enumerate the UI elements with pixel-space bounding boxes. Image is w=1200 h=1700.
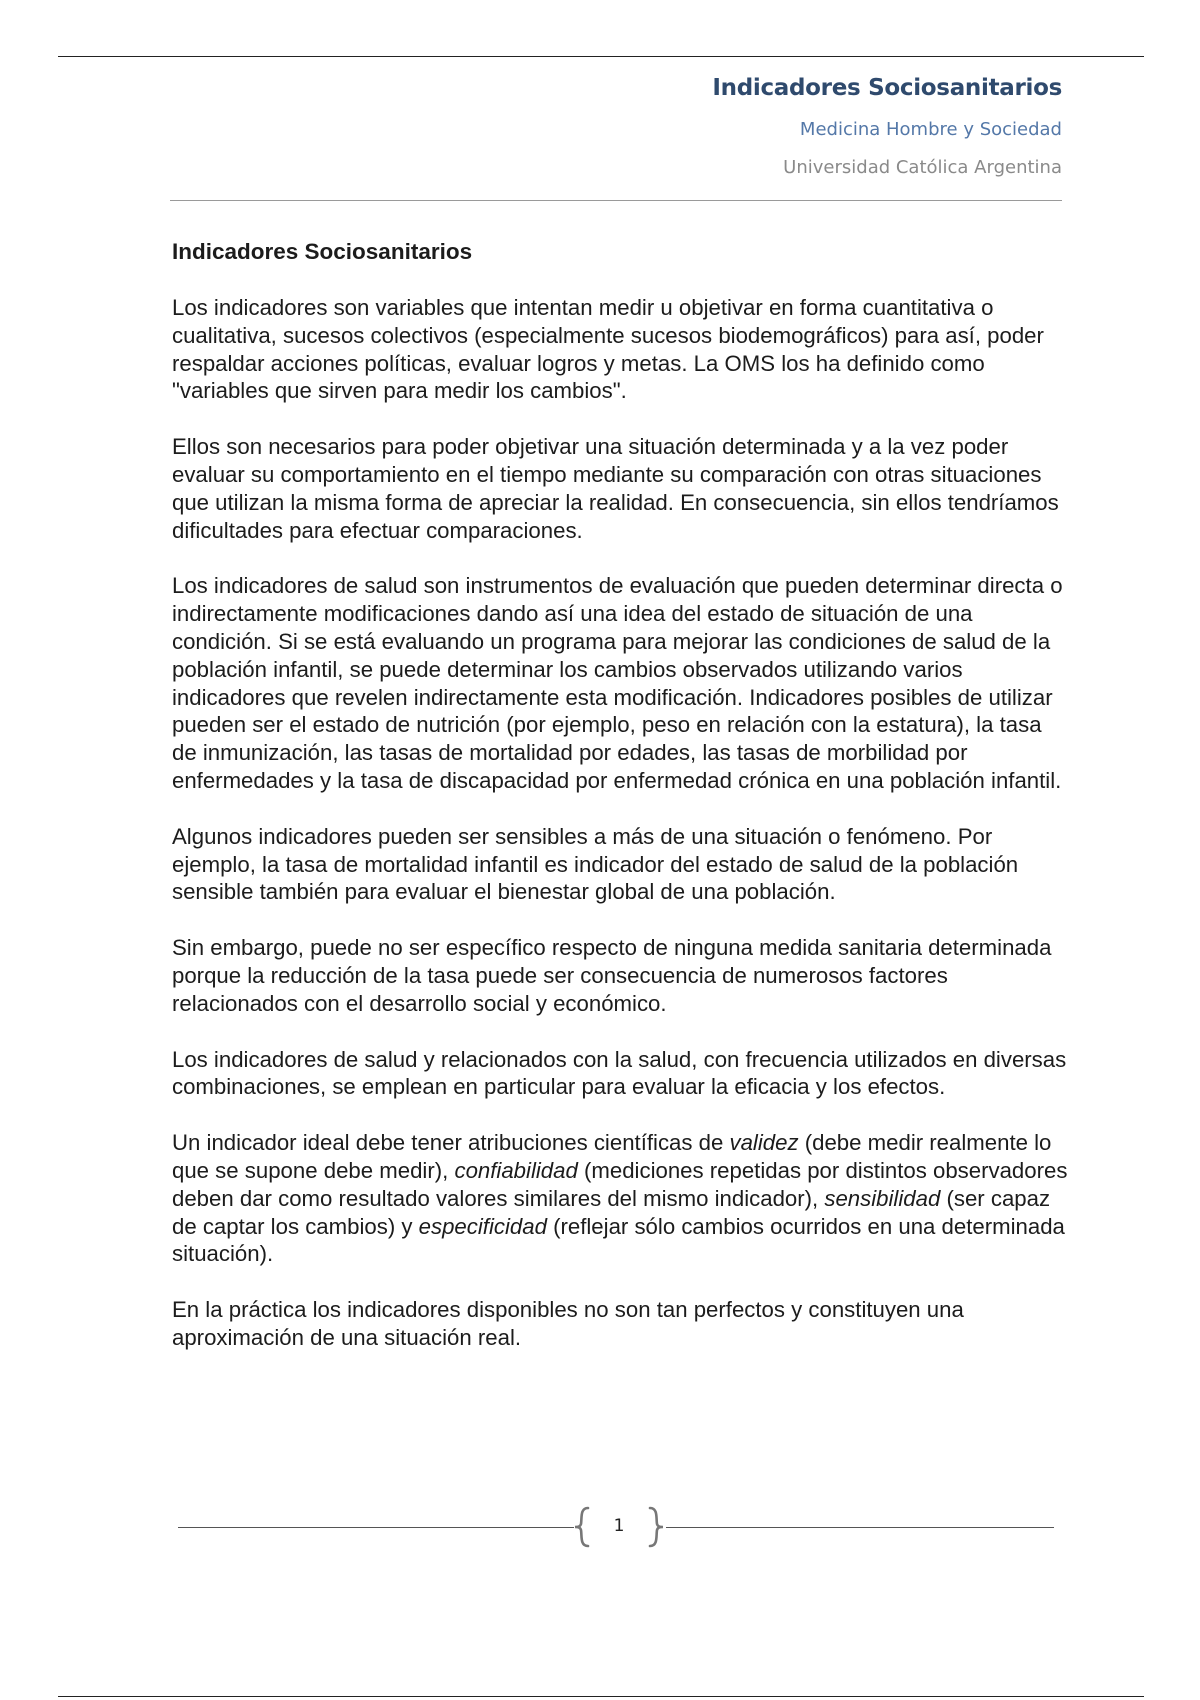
footer-rule-left	[178, 1527, 574, 1528]
header-university: Universidad Católica Argentina	[783, 157, 1062, 178]
paragraph-7-text: (mediciones repetidas por distintos observadores deben dar como resultado valores similares del mismo indicador),	[172, 1157, 1068, 1211]
paragraph-7	[172, 1129, 1072, 1268]
paragraph-7-text: Un indicador ideal debe tener atribuciones científicas de	[172, 1130, 730, 1156]
right-brace-icon	[644, 1506, 668, 1548]
footer-rule-right	[666, 1527, 1054, 1528]
term-sensibilidad: sensibilidad	[824, 1185, 941, 1211]
left-brace-icon	[570, 1506, 594, 1548]
page-bottom-border	[58, 1696, 1144, 1697]
document-title: Indicadores Sociosanitarios	[172, 239, 473, 264]
header-title: Indicadores Sociosanitarios	[712, 75, 1062, 101]
header-subtitle: Medicina Hombre y Sociedad	[799, 119, 1062, 140]
page-number: 1	[613, 1516, 625, 1536]
document-body	[172, 236, 1072, 1380]
paragraph-4: Algunos indicadores pueden ser sensibles a más de una situación o fenómeno. Por ejemplo, la tasa de mortalidad infantil es indicador del estado de salud de la población sensible también para evaluar el bienestar global de una población.	[172, 823, 1019, 905]
paragraph-7-text: (ser capaz de captar los cambios) y	[172, 1185, 1051, 1239]
paragraph-3: Los indicadores de salud son instrumentos de evaluación que pueden determinar directa o indirectamente modificaciones dando así una idea del estado de situación de una condición. Si se está evaluando un programa para mejorar las condiciones de salud de la población infantil, se puede determinar los cambios observados utilizando varios indicadores que revelen indirectamente esta modificación. Indicadores posibles de utilizar pueden ser el estado de nutrición (por ejemplo, peso en relación con la estatura), la tasa de inmunización, las tasas de mortalidad por edades, las tasas de morbilidad por enfermedades y la tasa de discapacidad por enfermedad crónica en una población infantil.	[172, 573, 1063, 793]
paragraph-7-text: (debe medir realmente lo que se supone debe medir),	[172, 1130, 1052, 1183]
paragraph-1: Los indicadores son variables que intentan medir u objetivar en forma cuantitativa o cualitativa, sucesos colectivos (especialmente sucesos biodemográficos) para así, poder respaldar acciones políticas, evaluar logros y metas. La OMS los ha definido como "variables que sirven para medir los cambios".	[172, 295, 1044, 404]
paragraph-2: Ellos son necesarios para poder objetivar una situación determinada y a la vez poder evaluar su comportamiento en el tiempo mediante su comparación con otras situaciones que utilizan la misma forma de apreciar la realidad. En consecuencia, sin ellos tendríamos dificultades para efectuar comparaciones.	[172, 434, 1059, 543]
page-footer	[178, 1506, 1054, 1546]
paragraph-5: Sin embargo, puede no ser específico respecto de ninguna medida sanitaria determinada porque la reducción de la tasa puede ser consecuencia de numerosos factores relacionados con el desarrollo social y económico.	[172, 935, 1052, 1016]
page-top-border	[58, 56, 1144, 57]
header-divider	[170, 200, 1062, 201]
paragraph-7-text: (reflejar sólo cambios ocurridos en una determinada situación).	[172, 1213, 1065, 1267]
term-especificidad: especificidad	[418, 1213, 547, 1239]
paragraph-8: En la práctica los indicadores disponibles no son tan perfectos y constituyen una aproximación de una situación real.	[172, 1297, 964, 1350]
term-validez: validez	[729, 1130, 799, 1156]
paragraph-6: Los indicadores de salud y relacionados con la salud, con frecuencia utilizados en diversas combinaciones, se emplean en particular para evaluar la eficacia y los efectos.	[172, 1046, 1067, 1100]
page-header	[170, 64, 1062, 188]
term-confiabilidad: confiabilidad	[454, 1157, 578, 1183]
